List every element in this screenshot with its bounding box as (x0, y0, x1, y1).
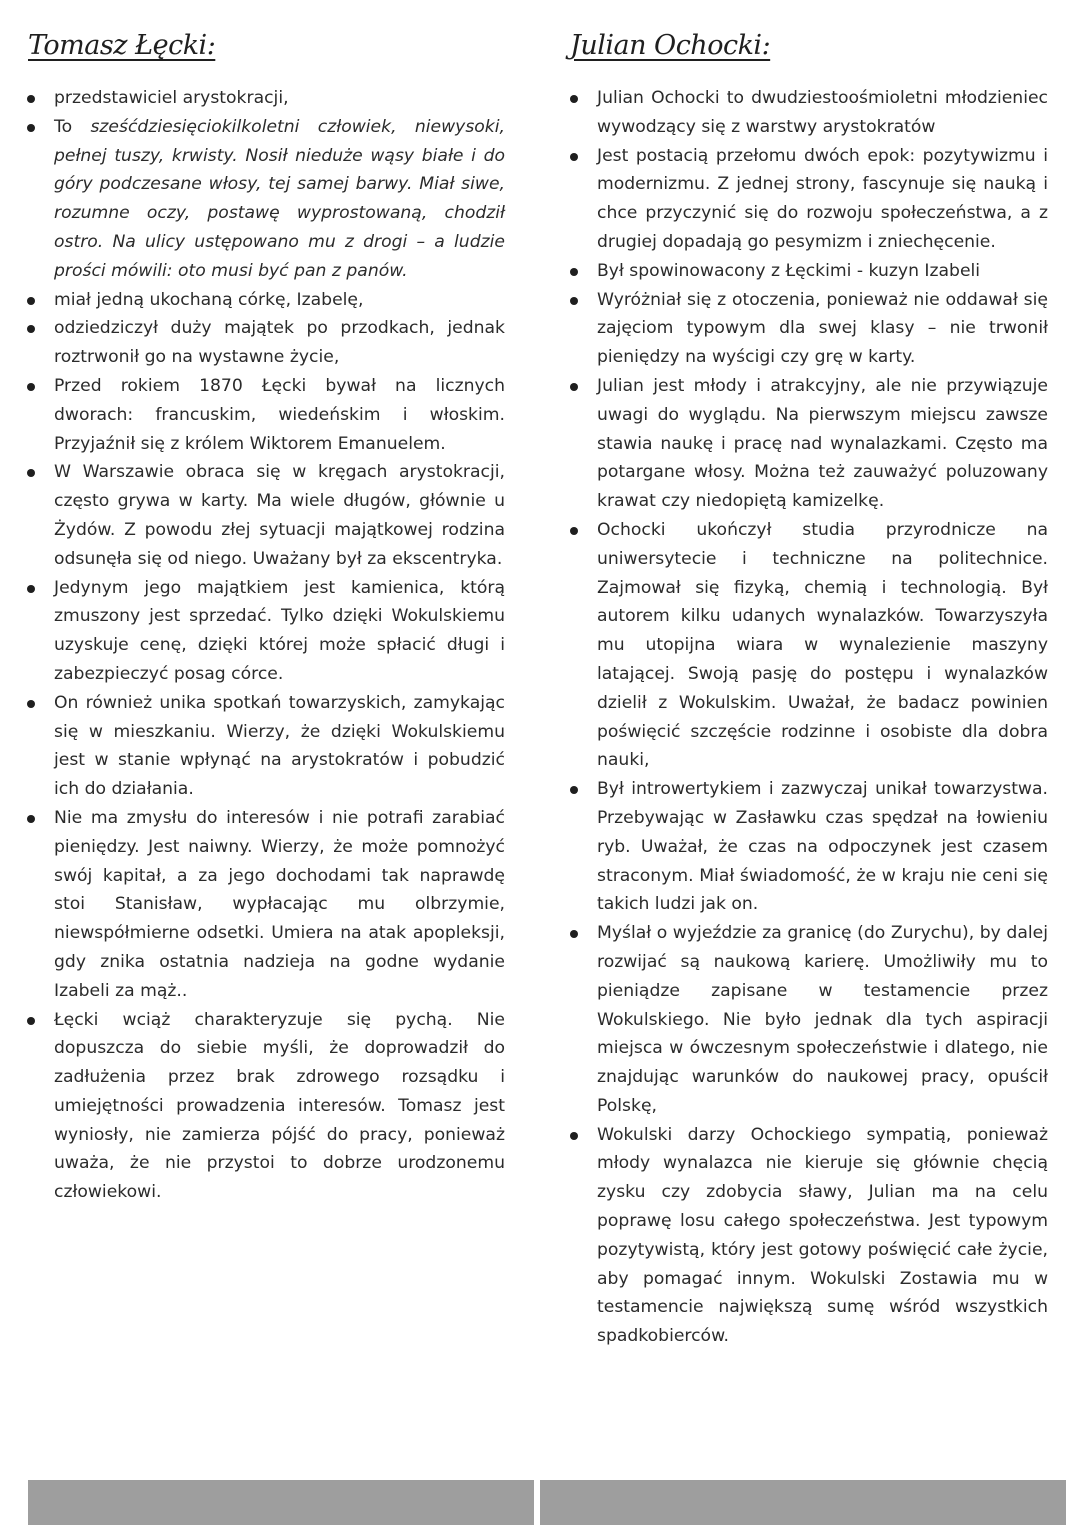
list-item: Ochocki ukończył studia przyrodnicze na uniwersytecie i techniczne na politechnice. Zajmował się fizyką, chemią i technologią. Był autorem kilku udanych wynalazków. Towarzyszyła mu utopijna wiara w wynalezienie maszyny latającej. Swoją pasję do postępu i wynalazków dzielił z Wokulskim. Uważał, że badacz powinien poświęcić szczęście rodzinne i osobiste dla dobra nauki, (597, 516, 1048, 775)
list-item: W Warszawie obraca się w kręgach arystokracji, często grywa w karty. Ma wiele długów, głównie u Żydów. Z powodu złej sytuacji majątkowej rodzina odsunęła się od niego. Uważany był za ekscentryka. (54, 458, 505, 573)
list-item: Przed rokiem 1870 Łęcki bywał na licznych dworach: francuskim, wiedeńskim i włoskim. Przyjaźnił się z królem Wiktorem Emanuelem. (54, 372, 505, 458)
bullet-icon (27, 325, 35, 333)
bullet-icon (570, 153, 578, 161)
bullet-icon (27, 469, 35, 477)
bullet-icon (570, 930, 578, 938)
list-item: Jest postacią przełomu dwóch epok: pozytywizmu i modernizmu. Z jednej strony, fascynuje się nauką i chce przyczynić się do rozwoju społeczeństwa, a z drugiej dopadają go pesymizm i zniechęcenie. (597, 142, 1048, 257)
right-bullet-list (597, 84, 1048, 1351)
list-item: Jedynym jego majątkiem jest kamienica, którą zmuszony jest sprzedać. Tylko dzięki Wokulskiemu uzyskuje cenę, dzięki której może spłacić długi i zabezpieczyć posag córce. (54, 574, 505, 689)
list-item: Myślał o wyjeździe za granicę (do Zurychu), by dalej rozwijać są naukową karierę. Umożliwiły mu to pieniądze zapisane w testamencie przez Wokulskiego. Nie było jednak dla tych aspiracji miejsca w ówczesnym społeczeństwie i dlatego, nie znajdując warunków do naukowej pracy, opuścił Polskę, (597, 919, 1048, 1121)
list-item: Wokulski darzy Ochockiego sympatią, ponieważ młody wynalazca nie kieruje się głównie chęcią zysku czy zdobycia sławy, Julian ma na celu poprawę losu całego społeczeństwa. Jest typowym pozytywistą, który jest gotowy poświęcić całe życie, aby pomagać innym. Wokulski Zostawia mu w testamencie największą sumę wśród wszystkich spadkobierców. (597, 1121, 1048, 1351)
bullet-icon (27, 95, 35, 103)
bullet-icon (570, 95, 578, 103)
list-item: Julian jest młody i atrakcyjny, ale nie przywiązuje uwagi do wyglądu. Na pierwszym miejscu zawsze stawia naukę i pracę nad wynalazkami. Często ma potargane włosy. Można też zauważyć poluzowany krawat czy niedopiętą kamizelkę. (597, 372, 1048, 516)
list-item: miał jedną ukochaną córkę, Izabelę, (54, 286, 505, 315)
bullet-icon (570, 383, 578, 391)
bullet-icon (27, 383, 35, 391)
bullet-icon (570, 786, 578, 794)
bullet-icon (27, 1017, 35, 1025)
bullet-icon (570, 1132, 578, 1140)
list-item: Łęcki wciąż charakteryzuje się pychą. Nie dopuszcza do siebie myśli, że doprowadził do zadłużenia przez brak zdrowego rozsądku i umiejętności prowadzenia interesów. Tomasz jest wyniosły, nie zamierza pójść do pracy, ponieważ uważa, że nie przystoi to dobrze urodzonemu człowiekowi. (54, 1006, 505, 1208)
bullet-icon (570, 527, 578, 535)
bullet-icon (27, 124, 35, 132)
left-column-title: Tomasz Łęcki: (28, 30, 216, 61)
bullet-icon (27, 700, 35, 708)
bullet-icon (27, 585, 35, 593)
bullet-icon (570, 297, 578, 305)
list-item: Był introwertykiem i zazwyczaj unikał towarzystwa. Przebywając w Zasławku czas spędzał na łowieniu ryb. Uważał, że czas na odpoczynek jest czasem straconym. Miał świadomość, że w kraju nie ceni się takich ludzi jak on. (597, 775, 1048, 919)
list-item: Był spowinowacony z Łęckimi - kuzyn Izabeli (597, 257, 1048, 286)
left-bullet-list (54, 84, 505, 1207)
footer-bar-left (28, 1480, 534, 1525)
list-item: On również unika spotkań towarzyskich, zamykając się w mieszkaniu. Wierzy, że dzięki Wokulskiemu jest w stanie wpłynąć na arystokratów i pobudzić ich do działania. (54, 689, 505, 804)
list-item: Nie ma zmysłu do interesów i nie potrafi zarabiać pieniędzy. Jest naiwny. Wierzy, że może pomnożyć swój kapitał, a za jego dochodami tak naprawdę stoi Stanisław, wypłacając mu olbrzymie, niewspółmierne odsetki. Umiera na atak apopleksji, gdy znika ostatnia nadzieja na godne wydanie Izabeli za mąż.. (54, 804, 505, 1006)
bullet-icon (27, 815, 35, 823)
list-item: Julian Ochocki to dwudziestoośmioletni młodzieniec wywodzący się z warstwy arystokratów (597, 84, 1048, 142)
list-item: odziedziczył duży majątek po przodkach, jednak roztrwonił go na wystawne życie, (54, 314, 505, 372)
footer-bar-right (540, 1480, 1066, 1525)
bullet-icon (27, 297, 35, 305)
right-column-title: Julian Ochocki: (570, 30, 771, 61)
list-item: Wyróżniał się z otoczenia, ponieważ nie oddawał się zajęciom typowym dla swej klasy – nie trwonił pieniędzy na wyścigi czy grę w karty. (597, 286, 1048, 372)
list-item: To sześćdziesięciokilkoletni człowiek, niewysoki, pełnej tuszy, krwisty. Nosił nieduże wąsy białe i do góry podczesane włosy, tej samej barwy. Miał siwe, rozumne oczy, postawę wyprostowaną, chodził ostro. Na ulicy ustępowano mu z drogi – a ludzie prości mówili: oto musi być pan z panów. (54, 113, 505, 286)
list-item: przedstawiciel arystokracji, (54, 84, 505, 113)
bullet-icon (570, 268, 578, 276)
